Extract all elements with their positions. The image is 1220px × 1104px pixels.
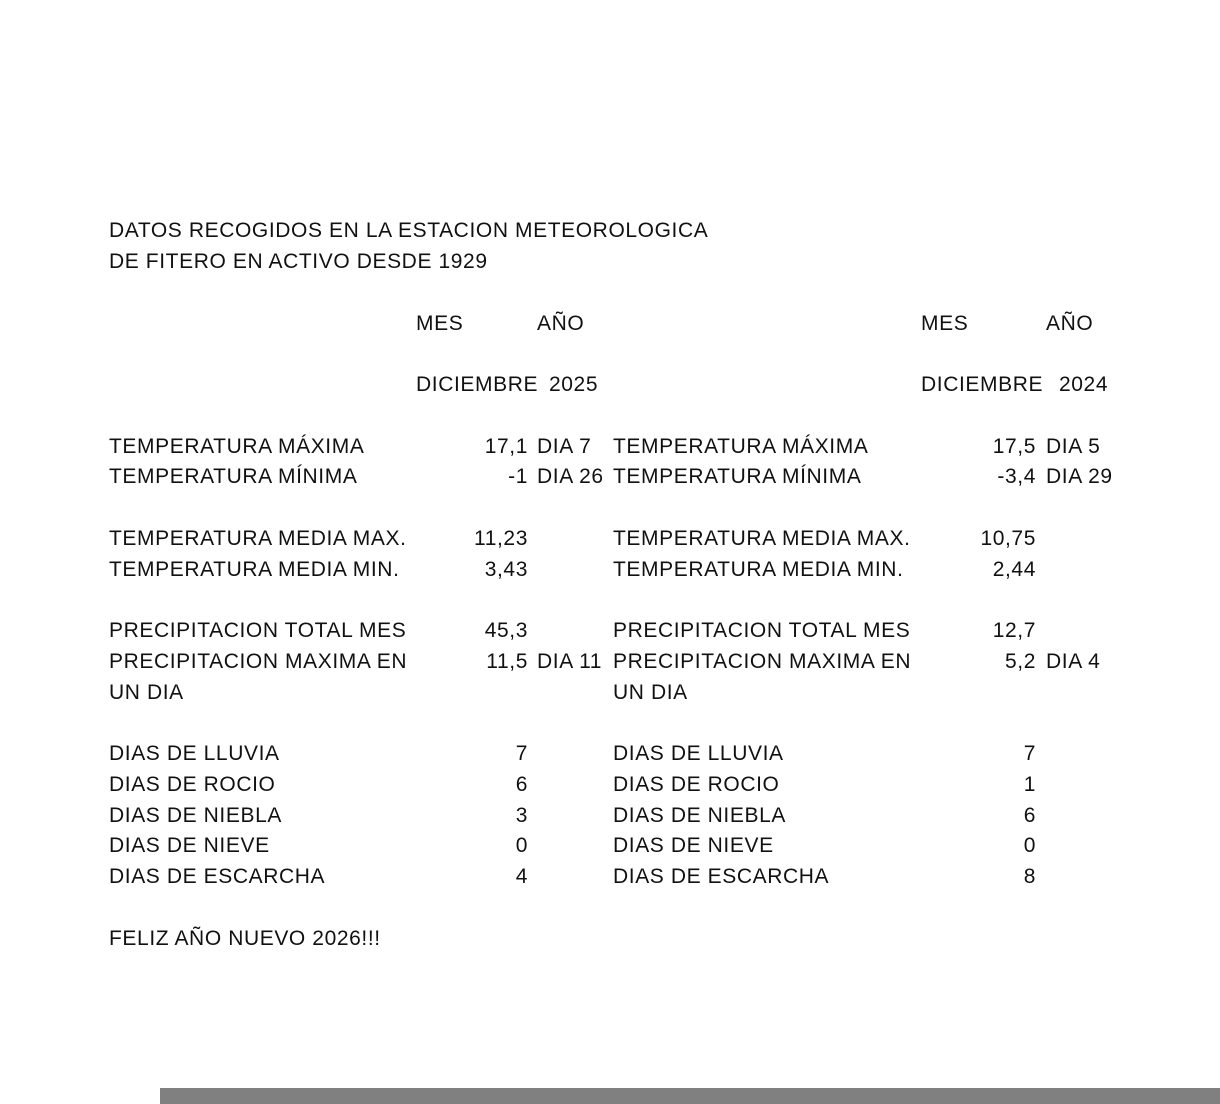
left-media-max-label: TEMPERATURA MEDIA MAX.	[109, 527, 407, 550]
right-col-mes-header: MES	[921, 312, 969, 335]
right-temp-max-day: DIA 5	[1046, 435, 1101, 458]
right-month: DICIEMBRE	[921, 373, 1044, 396]
new-year-greeting: FELIZ AÑO NUEVO 2026!!!	[109, 927, 381, 950]
right-precip-max-value: 5,2	[1005, 650, 1036, 673]
right-temp-max-value: 17,5	[992, 435, 1036, 458]
right-rocio-label: DIAS DE ROCIO	[613, 773, 780, 796]
left-niebla-value: 3	[515, 804, 528, 827]
left-lluvia-label: DIAS DE LLUVIA	[109, 742, 280, 765]
left-col-anio-header: AÑO	[537, 312, 585, 335]
left-temp-min-label: TEMPERATURA MÍNIMA	[109, 465, 358, 488]
right-precip-max-label-line1: PRECIPITACION MAXIMA EN	[613, 650, 912, 673]
left-temp-max-value: 17,1	[484, 435, 528, 458]
right-lluvia-value: 7	[1023, 742, 1036, 765]
left-month: DICIEMBRE	[416, 373, 539, 396]
right-escarcha-value: 8	[1023, 865, 1036, 888]
right-rocio-value: 1	[1023, 773, 1036, 796]
right-media-max-value: 10,75	[980, 527, 1036, 550]
right-col-anio-header: AÑO	[1046, 312, 1094, 335]
left-precip-total-value: 45,3	[484, 619, 528, 642]
left-rocio-value: 6	[515, 773, 528, 796]
left-media-min-label: TEMPERATURA MEDIA MIN.	[109, 558, 400, 581]
title-line-2: DE FITERO EN ACTIVO DESDE 1929	[109, 250, 488, 273]
left-col-mes-header: MES	[416, 312, 464, 335]
left-temp-min-day: DIA 26	[537, 465, 604, 488]
right-year: 2024	[1059, 373, 1109, 396]
right-nieve-label: DIAS DE NIEVE	[613, 834, 774, 857]
right-escarcha-label: DIAS DE ESCARCHA	[613, 865, 830, 888]
left-precip-max-value: 11,5	[486, 650, 528, 673]
left-nieve-value: 0	[515, 834, 528, 857]
right-precip-max-day: DIA 4	[1046, 650, 1101, 673]
right-precip-max-label-line2: UN DIA	[613, 681, 688, 704]
right-temp-min-value: -3,4	[997, 465, 1036, 488]
left-precip-total-label: PRECIPITACION TOTAL MES	[109, 619, 407, 642]
left-nieve-label: DIAS DE NIEVE	[109, 834, 270, 857]
right-media-min-value: 2,44	[992, 558, 1036, 581]
right-precip-total-value: 12,7	[992, 619, 1036, 642]
right-media-min-label: TEMPERATURA MEDIA MIN.	[613, 558, 904, 581]
left-precip-max-label-line2: UN DIA	[109, 681, 184, 704]
right-niebla-value: 6	[1023, 804, 1036, 827]
left-media-min-value: 3,43	[484, 558, 528, 581]
right-precip-total-label: PRECIPITACION TOTAL MES	[613, 619, 911, 642]
right-temp-max-label: TEMPERATURA MÁXIMA	[613, 435, 869, 458]
left-precip-max-label-line1: PRECIPITACION MAXIMA EN	[109, 650, 408, 673]
right-lluvia-label: DIAS DE LLUVIA	[613, 742, 784, 765]
title-line-1: DATOS RECOGIDOS EN LA ESTACION METEOROLOGICA	[109, 219, 709, 242]
left-temp-max-day: DIA 7	[537, 435, 592, 458]
right-niebla-label: DIAS DE NIEBLA	[613, 804, 786, 827]
left-temp-min-value: -1	[508, 465, 528, 488]
left-temp-max-label: TEMPERATURA MÁXIMA	[109, 435, 365, 458]
left-year: 2025	[549, 373, 599, 396]
left-media-max-value: 11,23	[474, 527, 528, 550]
right-nieve-value: 0	[1023, 834, 1036, 857]
left-rocio-label: DIAS DE ROCIO	[109, 773, 276, 796]
right-temp-min-label: TEMPERATURA MÍNIMA	[613, 465, 862, 488]
left-precip-max-day: DIA 11	[537, 650, 603, 673]
left-niebla-label: DIAS DE NIEBLA	[109, 804, 282, 827]
left-escarcha-label: DIAS DE ESCARCHA	[109, 865, 326, 888]
right-media-max-label: TEMPERATURA MEDIA MAX.	[613, 527, 911, 550]
bottom-scrollbar[interactable]	[160, 1088, 1220, 1104]
left-escarcha-value: 4	[515, 865, 528, 888]
left-lluvia-value: 7	[515, 742, 528, 765]
right-temp-min-day: DIA 29	[1046, 465, 1113, 488]
